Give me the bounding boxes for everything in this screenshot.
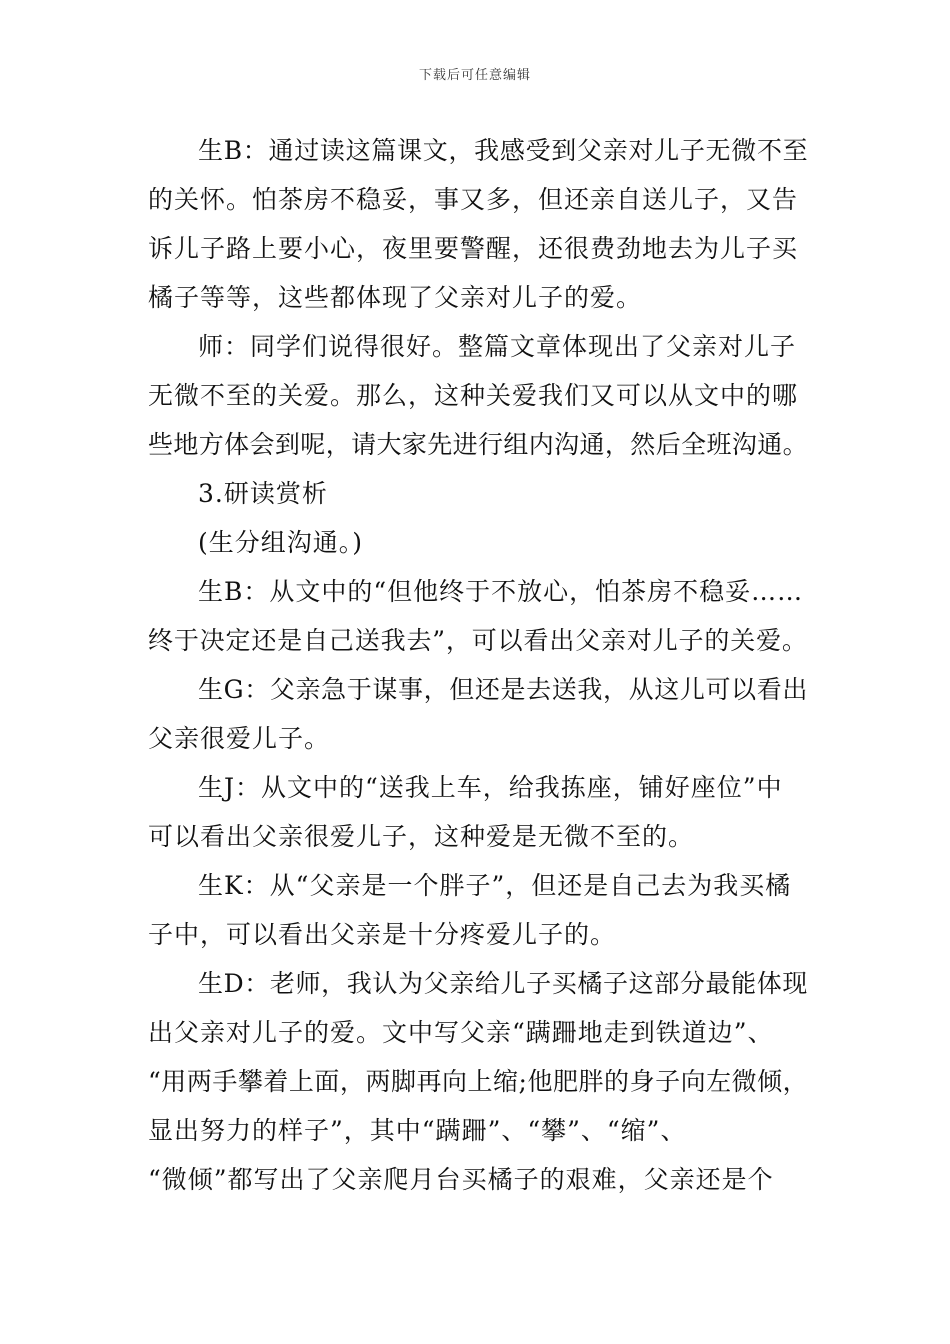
text-line: (生分组沟通。) (198, 528, 364, 557)
text-line: 出父亲对儿子的爱。文中写父亲“蹒跚地走到铁道边”、 (148, 1018, 774, 1047)
text-line: 些地方体会到呢，请大家先进行组内沟通，然后全班沟通。 (148, 430, 809, 459)
text-line: 显出努力的样子”，其中“蹒跚”、“攀”、“缩”、 (148, 1116, 687, 1145)
text-line: “用两手攀着上面，两脚再向上缩;他肥胖的身子向左微倾， (148, 1067, 809, 1096)
text-line: 可以看出父亲很爱儿子，这种爱是无微不至的。 (148, 822, 695, 851)
text-line: 橘子等等，这些都体现了父亲对儿子的爱。 (148, 283, 643, 312)
text-line: 生K：从“父亲是一个胖子”，但还是自己去为我买橘 (198, 871, 792, 900)
page-header: 下载后可任意编辑 (418, 68, 531, 83)
text-line: 终于决定还是自己送我去”，可以看出父亲对儿子的关爱。 (148, 626, 808, 655)
text-line: 子中，可以看出父亲是十分疼爱儿子的。 (148, 920, 617, 949)
text-line: 父亲很爱儿子。 (148, 724, 331, 753)
text-line: 师：同学们说得很好。整篇文章体现出了父亲对儿子 (198, 332, 797, 361)
text-line: 生B：通过读这篇课文，我感受到父亲对儿子无微不至 (198, 136, 809, 165)
text-line: 诉儿子路上要小心，夜里要警醒，还很费劲地去为儿子买 (148, 234, 799, 263)
text-line: 生B：从文中的“但他终于不放心，怕茶房不稳妥…… (198, 577, 804, 606)
text-line: 的关怀。怕茶房不稳妥，事又多，但还亲自送儿子，又告 (148, 185, 799, 214)
text-line: 无微不至的关爱。那么，这种关爱我们又可以从文中的哪 (148, 381, 799, 410)
text-line: 生G：父亲急于谋事，但还是去送我，从这儿可以看出 (198, 675, 808, 704)
text-line: 3.研读赏析 (198, 479, 328, 508)
text-line: 生J：从文中的“送我上车，给我拣座，铺好座位”中 (198, 773, 783, 802)
document-body (148, 126, 808, 1204)
text-line: “微倾”都写出了父亲爬月台买橘子的艰难，父亲还是个 (148, 1165, 774, 1194)
text-line: 生D：老师，我认为父亲给儿子买橘子这部分最能体现 (198, 969, 809, 998)
